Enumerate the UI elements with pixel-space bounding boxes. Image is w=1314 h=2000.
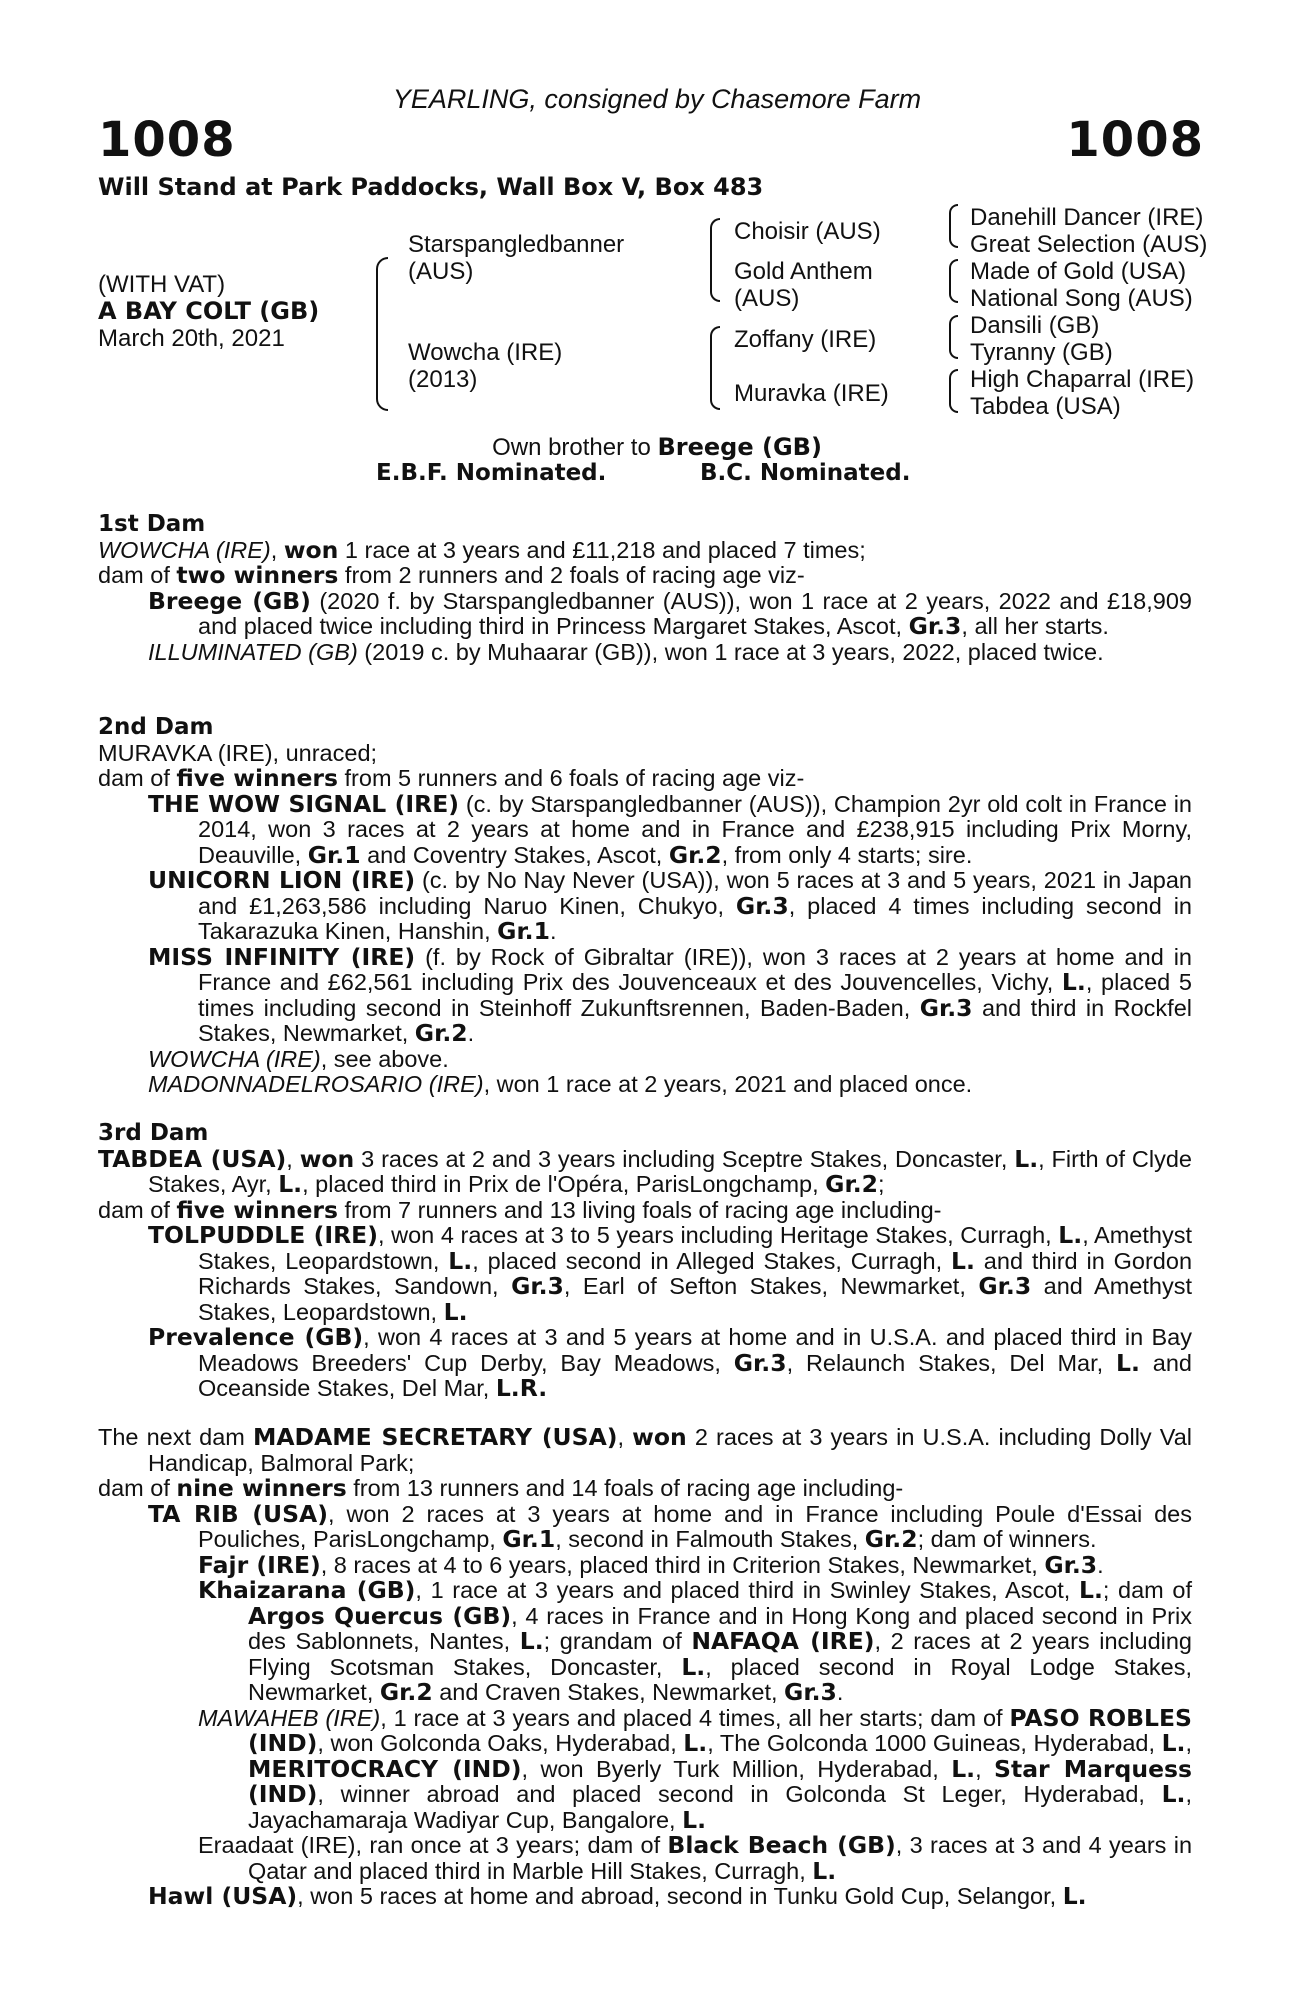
produce-miss-infinity <box>148 942 1192 1047</box>
grade: L. <box>519 1627 544 1655</box>
text: , won Golconda Oaks, Hyderabad, <box>317 1730 684 1756</box>
text: , Jayachamaraja Wadiyar Cup, Bangalore, <box>248 1781 1192 1833</box>
grade: Gr.1 <box>502 1525 556 1553</box>
horse-name: UNICORN LION (IRE) <box>148 866 416 894</box>
text: . <box>549 918 557 944</box>
produce-illuminated <box>148 640 1192 666</box>
produce-wow-signal <box>148 789 1192 869</box>
text: (2019 c. by Muhaarar (GB)), won 1 race at 3 years, 2022, placed twice. <box>357 638 1104 665</box>
text: and Craven Stakes, Newmarket, <box>432 1679 785 1705</box>
grade: Gr.1 <box>497 917 550 945</box>
text: and Oceanside Stakes, Del Mar, <box>198 1349 1192 1401</box>
stand-location: Will Stand at Park Paddocks, Wall Box V, Box 483 <box>98 173 764 201</box>
winners-count: five winners <box>176 764 338 792</box>
text: , won 5 races at home and abroad, second in Tunku Gold Cup, Selangor, <box>297 1883 1063 1909</box>
dss-name: Dansili (GB) <box>970 312 1100 339</box>
pedigree-gen3 <box>970 204 1207 420</box>
text: (f. by Rock of Gibraltar (IRE)), won 3 races at 2 years at home and in France and £62,561 including Prix des Jouvenceaux et des Jouvencelles, Vichy, <box>198 943 1192 995</box>
pedigree-brace-sire <box>710 218 720 302</box>
text: and Amethyst Stakes, Leopardstown, <box>198 1273 1192 1325</box>
text: dam of <box>98 1196 177 1223</box>
horse-name: PASO ROBLES (IND) <box>248 1703 1192 1757</box>
next-dam-produce <box>98 1476 1192 1502</box>
text: , won 1 race at 2 years, 2021 and placed once. <box>483 1071 973 1097</box>
text: , Amethyst Stakes, Leopardstown, <box>198 1222 1192 1274</box>
text: ; dam of <box>1102 1577 1192 1603</box>
text: The next dam <box>98 1424 253 1450</box>
horse-name: Argos Quercus (GB) <box>248 1601 512 1630</box>
horse-name: Eraadaat (IRE) <box>198 1832 356 1858</box>
grade: Gr.1 <box>307 840 361 869</box>
text: and Coventry Stakes, Ascot, <box>360 841 669 868</box>
third-dam-produce <box>98 1195 1192 1224</box>
grade: L. <box>278 1170 303 1198</box>
text: . <box>467 1020 475 1046</box>
text: , Relaunch Stakes, Del Mar, <box>786 1349 1117 1376</box>
produce-khaizarana <box>198 1578 1192 1706</box>
won-label: won <box>283 535 339 564</box>
won-label: won <box>299 1144 355 1173</box>
text: , won 4 races at 3 to 5 years including Heritage Stakes, Curragh, <box>377 1222 1059 1248</box>
sds-name: Made of Gold (USA) <box>970 258 1187 285</box>
grade: Gr.2 <box>668 840 722 869</box>
winners-count: two winners <box>176 561 339 589</box>
grade: Gr.2 <box>379 1678 433 1706</box>
grade: L. <box>683 1729 708 1757</box>
text: dam of <box>98 1475 177 1501</box>
horse-name: Khaizarana (GB) <box>198 1576 416 1604</box>
text: (c. by Starspangledbanner (AUS)), Champion 2yr old colt in France in 2014, won 3 races at 2 years at home and in France and £238,915 including Prix Morny, Deauville, <box>198 790 1192 868</box>
grade: L. <box>681 1652 706 1681</box>
consignment-line: YEARLING, consigned by Chasemore Farm <box>392 84 922 114</box>
produce-tolpuddle <box>148 1223 1192 1325</box>
dam-year: (2013) <box>408 366 478 393</box>
ssd-name: Great Selection (AUS) <box>970 231 1208 258</box>
produce-wowcha <box>148 1047 1192 1073</box>
bc-nominated: B.C. Nominated. <box>700 460 911 486</box>
text: (c. by No Nay Never (USA)), won 5 races at 3 and 5 years, 2021 in Japan and £1,263,586 including Naruo Kinen, Chukyo, <box>198 867 1192 919</box>
grade: Gr.3 <box>919 993 973 1022</box>
sire-name: Starspangledbanner <box>408 231 625 258</box>
won-label: won <box>632 1423 687 1451</box>
text: , ran once at 3 years; dam of <box>355 1832 668 1858</box>
horse-name: MADAME SECRETARY (USA) <box>252 1423 618 1451</box>
first-dam-record: 1 race at 3 years and £11,218 and placed 7 times; <box>338 536 866 563</box>
sdd-name: National Song (AUS) <box>970 285 1193 312</box>
produce-ta-rib <box>148 1499 1192 1553</box>
grade: L. <box>1062 1882 1087 1910</box>
sd-name: Gold Anthem <box>734 258 873 285</box>
sep: , <box>286 1145 300 1172</box>
pedigree-dd: Muravka (IRE) <box>734 380 889 407</box>
third-dam-heading: 3rd Dam <box>98 1120 209 1146</box>
text: , placed second in Alleged Stakes, Curragh, <box>472 1247 952 1274</box>
grade: Gr.3 <box>511 1272 564 1300</box>
horse-name: Fajr (IRE) <box>198 1550 321 1579</box>
text: , 4 races in France and in Hong Kong and placed second in Prix des Sablonnets, Nantes, <box>248 1602 1192 1654</box>
text: , The Golconda 1000 Guineas, Hyderabad, <box>707 1730 1162 1756</box>
horse-name: ILLUMINATED (GB) <box>148 638 358 665</box>
horse-name: Breege (GB) <box>148 586 311 615</box>
text: 3 races at 2 and 3 years including Sceptre Stakes, Doncaster, <box>354 1145 1015 1172</box>
text: , <box>975 1755 995 1782</box>
dam-name: Wowcha (IRE) <box>408 339 563 366</box>
text: , all her starts. <box>961 613 1109 639</box>
own-brother-prefix: Own brother to <box>492 434 658 461</box>
produce-mawaheb <box>198 1703 1192 1834</box>
second-dam-section <box>98 715 1192 1098</box>
text: ; <box>877 1171 885 1197</box>
horse-name: MERITOCRACY (IND) <box>248 1754 522 1783</box>
produce-fajr <box>198 1550 1192 1579</box>
grade: Gr.3 <box>1044 1550 1098 1579</box>
winners-count: nine winners <box>176 1474 347 1502</box>
pedigree-sd <box>734 258 873 312</box>
horse-name: MISS INFINITY (IRE) <box>148 942 416 971</box>
first-dam-heading: 1st Dam <box>98 511 206 537</box>
dds-name: High Chaparral (IRE) <box>970 366 1195 393</box>
text: ; dam of winners. <box>917 1526 1097 1552</box>
pedigree-brace-main <box>376 257 388 411</box>
horse-name: WOWCHA (IRE) <box>148 1045 321 1072</box>
produce-breege <box>148 586 1192 640</box>
ddd-name: Tabdea (USA) <box>970 393 1121 420</box>
grade: Gr.3 <box>784 1678 837 1706</box>
grade: L. <box>1014 1144 1039 1173</box>
horse-name: A BAY COLT (GB) <box>98 297 320 325</box>
text: from 13 runners and 14 foals of racing age including- <box>346 1475 904 1501</box>
text: , see above. <box>320 1045 449 1072</box>
text: , second in Falmouth Stakes, <box>555 1526 865 1552</box>
sep: , <box>617 1424 633 1450</box>
next-dam-line <box>98 1425 1192 1476</box>
text: , 1 race at 3 years and placed 4 times, all her starts; dam of <box>380 1704 1010 1731</box>
own-brother-name: Breege (GB) <box>657 433 822 461</box>
text: , placed second in Royal Lodge Stakes, Newmarket, <box>248 1653 1193 1705</box>
pedigree-brace-ds <box>949 315 958 359</box>
horse-name: THE WOW SIGNAL (IRE) <box>148 789 460 818</box>
grade: L.R. <box>495 1374 548 1402</box>
horse-name: Star Marquess (IND) <box>248 1754 1192 1808</box>
grade: L. <box>443 1297 468 1326</box>
grade: Gr.2 <box>825 1170 878 1198</box>
sss-name: Danehill Dancer (IRE) <box>970 204 1204 231</box>
first-dam-section <box>98 512 1192 665</box>
grade: Gr.3 <box>733 1348 787 1377</box>
text: , 8 races at 4 to 6 years, placed third in Criterion Stakes, Newmarket, <box>320 1551 1045 1578</box>
vat-label: (WITH VAT) <box>98 271 226 298</box>
produce-hawl <box>148 1884 1192 1910</box>
pedigree-dam <box>408 339 562 393</box>
text: and third in Rockfel Stakes, Newmarket, <box>198 994 1192 1046</box>
grade: Gr.3 <box>735 891 789 920</box>
horse-identity <box>98 271 319 352</box>
second-dam-line: MURAVKA (IRE), unraced; <box>98 739 378 766</box>
text: , 3 races at 3 and 4 years in Qatar and placed third in Marble Hill Stakes, Curragh, <box>248 1832 1193 1884</box>
text: , won 2 races at 3 years at home and in France including Poule d'Essai des Pouliches, ParisLongchamp, <box>198 1500 1192 1552</box>
grade: L. <box>1161 1729 1186 1757</box>
horse-name: Hawl (USA) <box>148 1882 298 1910</box>
grade: L. <box>1061 968 1086 996</box>
dsd-name: Tyranny (GB) <box>970 339 1113 366</box>
produce-unicorn-lion <box>148 868 1192 945</box>
grade: Gr.3 <box>978 1272 1032 1300</box>
produce-eraadaat <box>198 1833 1192 1884</box>
lot-number-left: 1008 <box>98 112 236 168</box>
text: , Firth of Clyde Stakes, Ayr, <box>148 1145 1192 1197</box>
grade: L. <box>812 1856 837 1885</box>
foaling-date: March 20th, 2021 <box>98 325 285 352</box>
text: , 2 races at 2 years including Flying Scotsman Stakes, Doncaster, <box>248 1628 1193 1680</box>
second-dam-heading: 2nd Dam <box>98 714 214 740</box>
horse-name: NAFAQA (IRE) <box>691 1627 875 1655</box>
grade: L. <box>951 1246 975 1275</box>
first-dam-name: WOWCHA (IRE) <box>98 536 271 563</box>
text: and third in Gordon Richards Stakes, Sandown, <box>198 1247 1193 1299</box>
grade: L. <box>951 1754 976 1783</box>
horse-name: Black Beach (GB) <box>667 1831 896 1859</box>
sire-country: (AUS) <box>408 258 474 285</box>
sep: , <box>270 536 284 563</box>
text: from 2 runners and 2 foals of racing age viz- <box>338 562 805 588</box>
third-dam-section <box>98 1121 1192 1402</box>
pedigree-ds: Zoffany (IRE) <box>734 326 877 353</box>
horse-name: MADONNADELROSARIO (IRE) <box>148 1071 484 1097</box>
horse-name: TA RIB (USA) <box>148 1499 328 1528</box>
horse-name: MAWAHEB (IRE) <box>198 1704 381 1731</box>
text: dam of <box>98 765 177 791</box>
text: , 1 race at 3 years and placed third in Swinley Stakes, Ascot, <box>415 1577 1079 1603</box>
sd-country: (AUS) <box>734 285 800 312</box>
grade: Gr.2 <box>414 1019 468 1047</box>
produce-madonnadelrosario <box>148 1072 1192 1098</box>
text: , <box>1185 1730 1192 1756</box>
pedigree-ss: Choisir (AUS) <box>734 218 881 245</box>
horse-name: TABDEA (USA) <box>98 1144 287 1173</box>
first-dam-produce <box>98 563 1192 589</box>
text: ; grandam of <box>543 1628 692 1654</box>
horse-name: Prevalence (GB) <box>148 1323 364 1351</box>
text: dam of <box>98 562 177 588</box>
grade: Gr.3 <box>908 612 962 640</box>
text: from 5 runners and 6 foals of racing age viz- <box>337 765 805 791</box>
grade: L. <box>1116 1348 1140 1377</box>
text: , winner abroad and placed second in Golconda St Leger, Hyderabad, <box>317 1781 1162 1807</box>
grade: L. <box>1078 1576 1103 1604</box>
text: , Earl of Sefton Stakes, Newmarket, <box>563 1273 979 1299</box>
text: , placed 5 times including second in Steinhoff Zukunftsrennen, Baden-Baden, <box>198 969 1192 1021</box>
winners-count: five winners <box>176 1195 338 1224</box>
produce-prevalence <box>148 1325 1192 1402</box>
text: , placed third in Prix de l'Opéra, ParisLongchamp, <box>302 1171 826 1197</box>
pedigree-brace-dd <box>949 369 958 413</box>
next-dam-section <box>98 1425 1192 1910</box>
second-dam-produce <box>98 766 1192 792</box>
grade: L. <box>1058 1221 1083 1249</box>
text: . <box>836 1679 844 1705</box>
pedigree-brace-dam <box>710 326 720 410</box>
grade: L. <box>448 1246 473 1275</box>
text: (2020 f. by Starspangledbanner (AUS)), won 1 race at 2 years, 2022 and £18,909 and placed twice including third in Princess Margaret Stakes, Ascot, <box>198 587 1192 639</box>
lot-number-right: 1008 <box>1066 112 1204 168</box>
grade: L. <box>682 1805 707 1834</box>
text: 2 races at 3 years in U.S.A. including Dolly Val Handicap, Balmoral Park; <box>148 1424 1192 1476</box>
text: , won Byerly Turk Million, Hyderabad, <box>521 1755 952 1782</box>
text: , placed 4 times including second in Takarazuka Kinen, Hanshin, <box>198 892 1193 944</box>
text: , won 4 races at 3 and 5 years at home and in U.S.A. and placed third in Bay Meadows Breeders' Cup Derby, Bay Meadows, <box>198 1324 1192 1376</box>
third-dam-line <box>98 1144 1192 1198</box>
pedigree-brace-ss <box>949 204 958 248</box>
grade: Gr.2 <box>864 1525 918 1553</box>
text: from 7 runners and 13 living foals of racing age including- <box>337 1196 942 1223</box>
pedigree-brace-sd <box>949 259 958 303</box>
first-dam-line <box>98 535 1192 564</box>
horse-name: TOLPUDDLE (IRE) <box>148 1221 378 1249</box>
pedigree-sire <box>408 231 624 285</box>
own-brother-line <box>0 434 1314 461</box>
text: , from only 4 starts; sire. <box>721 841 973 868</box>
ebf-nominated: E.B.F. Nominated. <box>376 460 607 486</box>
grade: L. <box>1161 1780 1186 1808</box>
text: . <box>1097 1551 1104 1578</box>
